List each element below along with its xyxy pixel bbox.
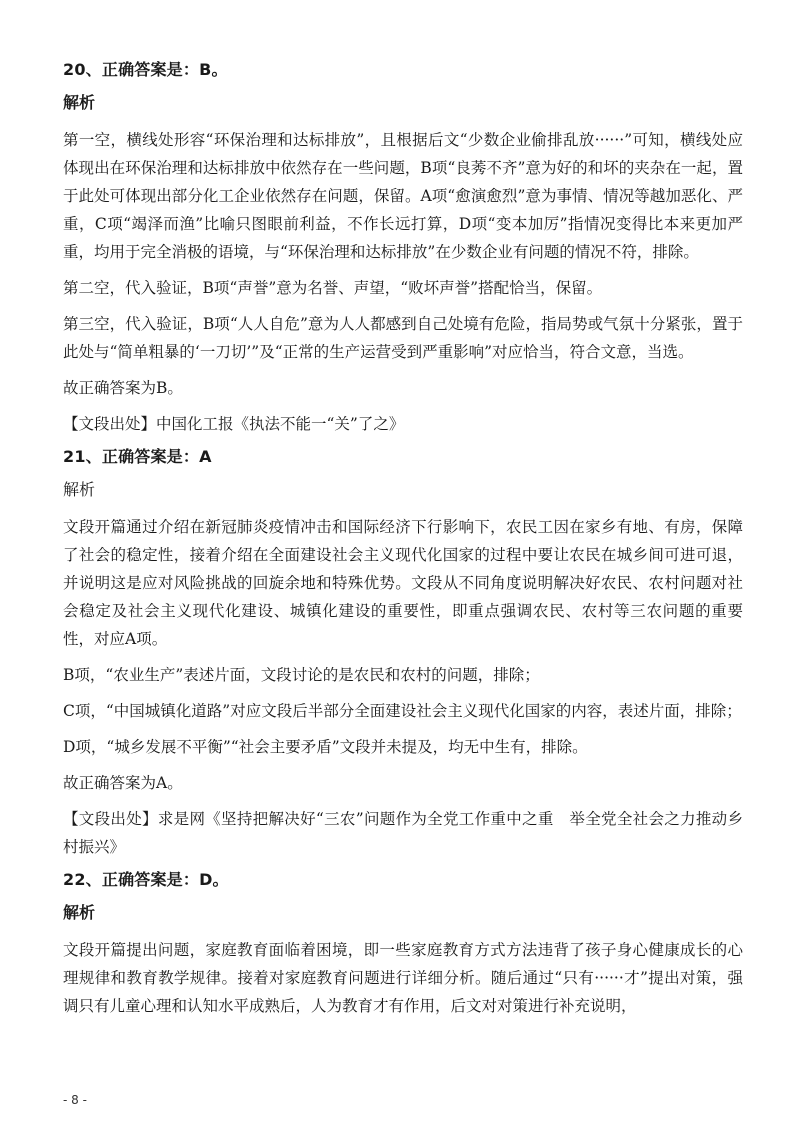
answer-heading: 22、正确答案是：D。: [63, 870, 229, 889]
answer-block-21: [63, 446, 743, 861]
analysis-paragraph: 第三空，代入验证，B项“人人自危”意为人人都感到自己处境有危险，指局势或气氛十分紧张，置于此处与“简单粗暴的‘一刀切’”及“正常的生产运营受到严重影响”对应恰当，符合文意，当选。: [63, 315, 743, 361]
source-paragraph: 【文段出处】中国化工报《执法不能一“关”了之》: [63, 415, 405, 433]
source-paragraph: 【文段出处】求是网《坚持把解决好“三农”问题作为全党工作重中之重 举全党全社会之力推动乡村振兴》: [63, 810, 743, 856]
answer-heading: 21、正确答案是：A: [63, 447, 212, 466]
answer-block-20: [63, 59, 743, 438]
analysis-label: 解析: [63, 93, 96, 112]
option-paragraph: C项，“中国城镇化道路”对应文段后半部分全面建设社会主义现代化国家的内容，表述片面，排除；: [63, 702, 742, 720]
analysis-paragraph: 文段开篇提出问题，家庭教育面临着困境，即一些家庭教育方式方法违背了孩子身心健康成长的心理规律和教育教学规律。接着对家庭教育问题进行详细分析。随后通过“只有······才”提出对策，强调只有儿童心理和认知水平成熟后，人为教育才有作用，后文对对策进行补充说明，: [63, 941, 743, 1015]
analysis-paragraph: 文段开篇通过介绍在新冠肺炎疫情冲击和国际经济下行影响下，农民工因在家乡有地、有房，保障了社会的稳定性，接着介绍在全面建设社会主义现代化国家的过程中要让农民在城乡间可进可退，并说明这是应对风险挑战的回旋余地和特殊优势。文段从不同角度说明解决好农民、农村问题对社会稳定及社会主义现代化建设、城镇化建设的重要性，即重点强调农民、农村等三农问题的重要性，对应A项。: [63, 518, 743, 648]
analysis-label: 解析: [63, 903, 96, 922]
answer-heading: 20、正确答案是：B。: [63, 60, 228, 79]
answer-block-22: [63, 869, 743, 1020]
option-paragraph: B项，“农业生产”表述片面，文段讨论的是农民和农村的问题，排除；: [63, 666, 540, 684]
conclusion-paragraph: 故正确答案为A。: [63, 774, 183, 792]
page-content: [63, 59, 743, 1028]
analysis-label: 解析: [63, 480, 96, 499]
page-number: - 8 -: [63, 1093, 87, 1107]
analysis-paragraph: 第一空，横线处形容“环保治理和达标排放”，且根据后文“少数企业偷排乱放······”可知，横线处应体现出在环保治理和达标排放中依然存在一些问题，B项“良莠不齐”意为好的和坏的夹杂在一起，置于此处可体现出部分化工企业依然存在问题，保留。A项“愈演愈烈”意为事情、情况等越加恶化、严重，C项“竭泽而渔”比喻只图眼前利益，不作长远打算，D项“变本加厉”指情况变得比本来更加严重，均用于完全消极的语境，与“环保治理和达标排放”在少数企业有问题的情况不符，排除。: [63, 131, 743, 261]
option-paragraph: D项，“城乡发展不平衡”“社会主要矛盾”文段并未提及，均无中生有，排除。: [63, 738, 588, 756]
analysis-paragraph: 第二空，代入验证，B项“声誉”意为名誉、声望，“败坏声誉”搭配恰当，保留。: [63, 279, 603, 297]
conclusion-paragraph: 故正确答案为B。: [63, 379, 183, 397]
